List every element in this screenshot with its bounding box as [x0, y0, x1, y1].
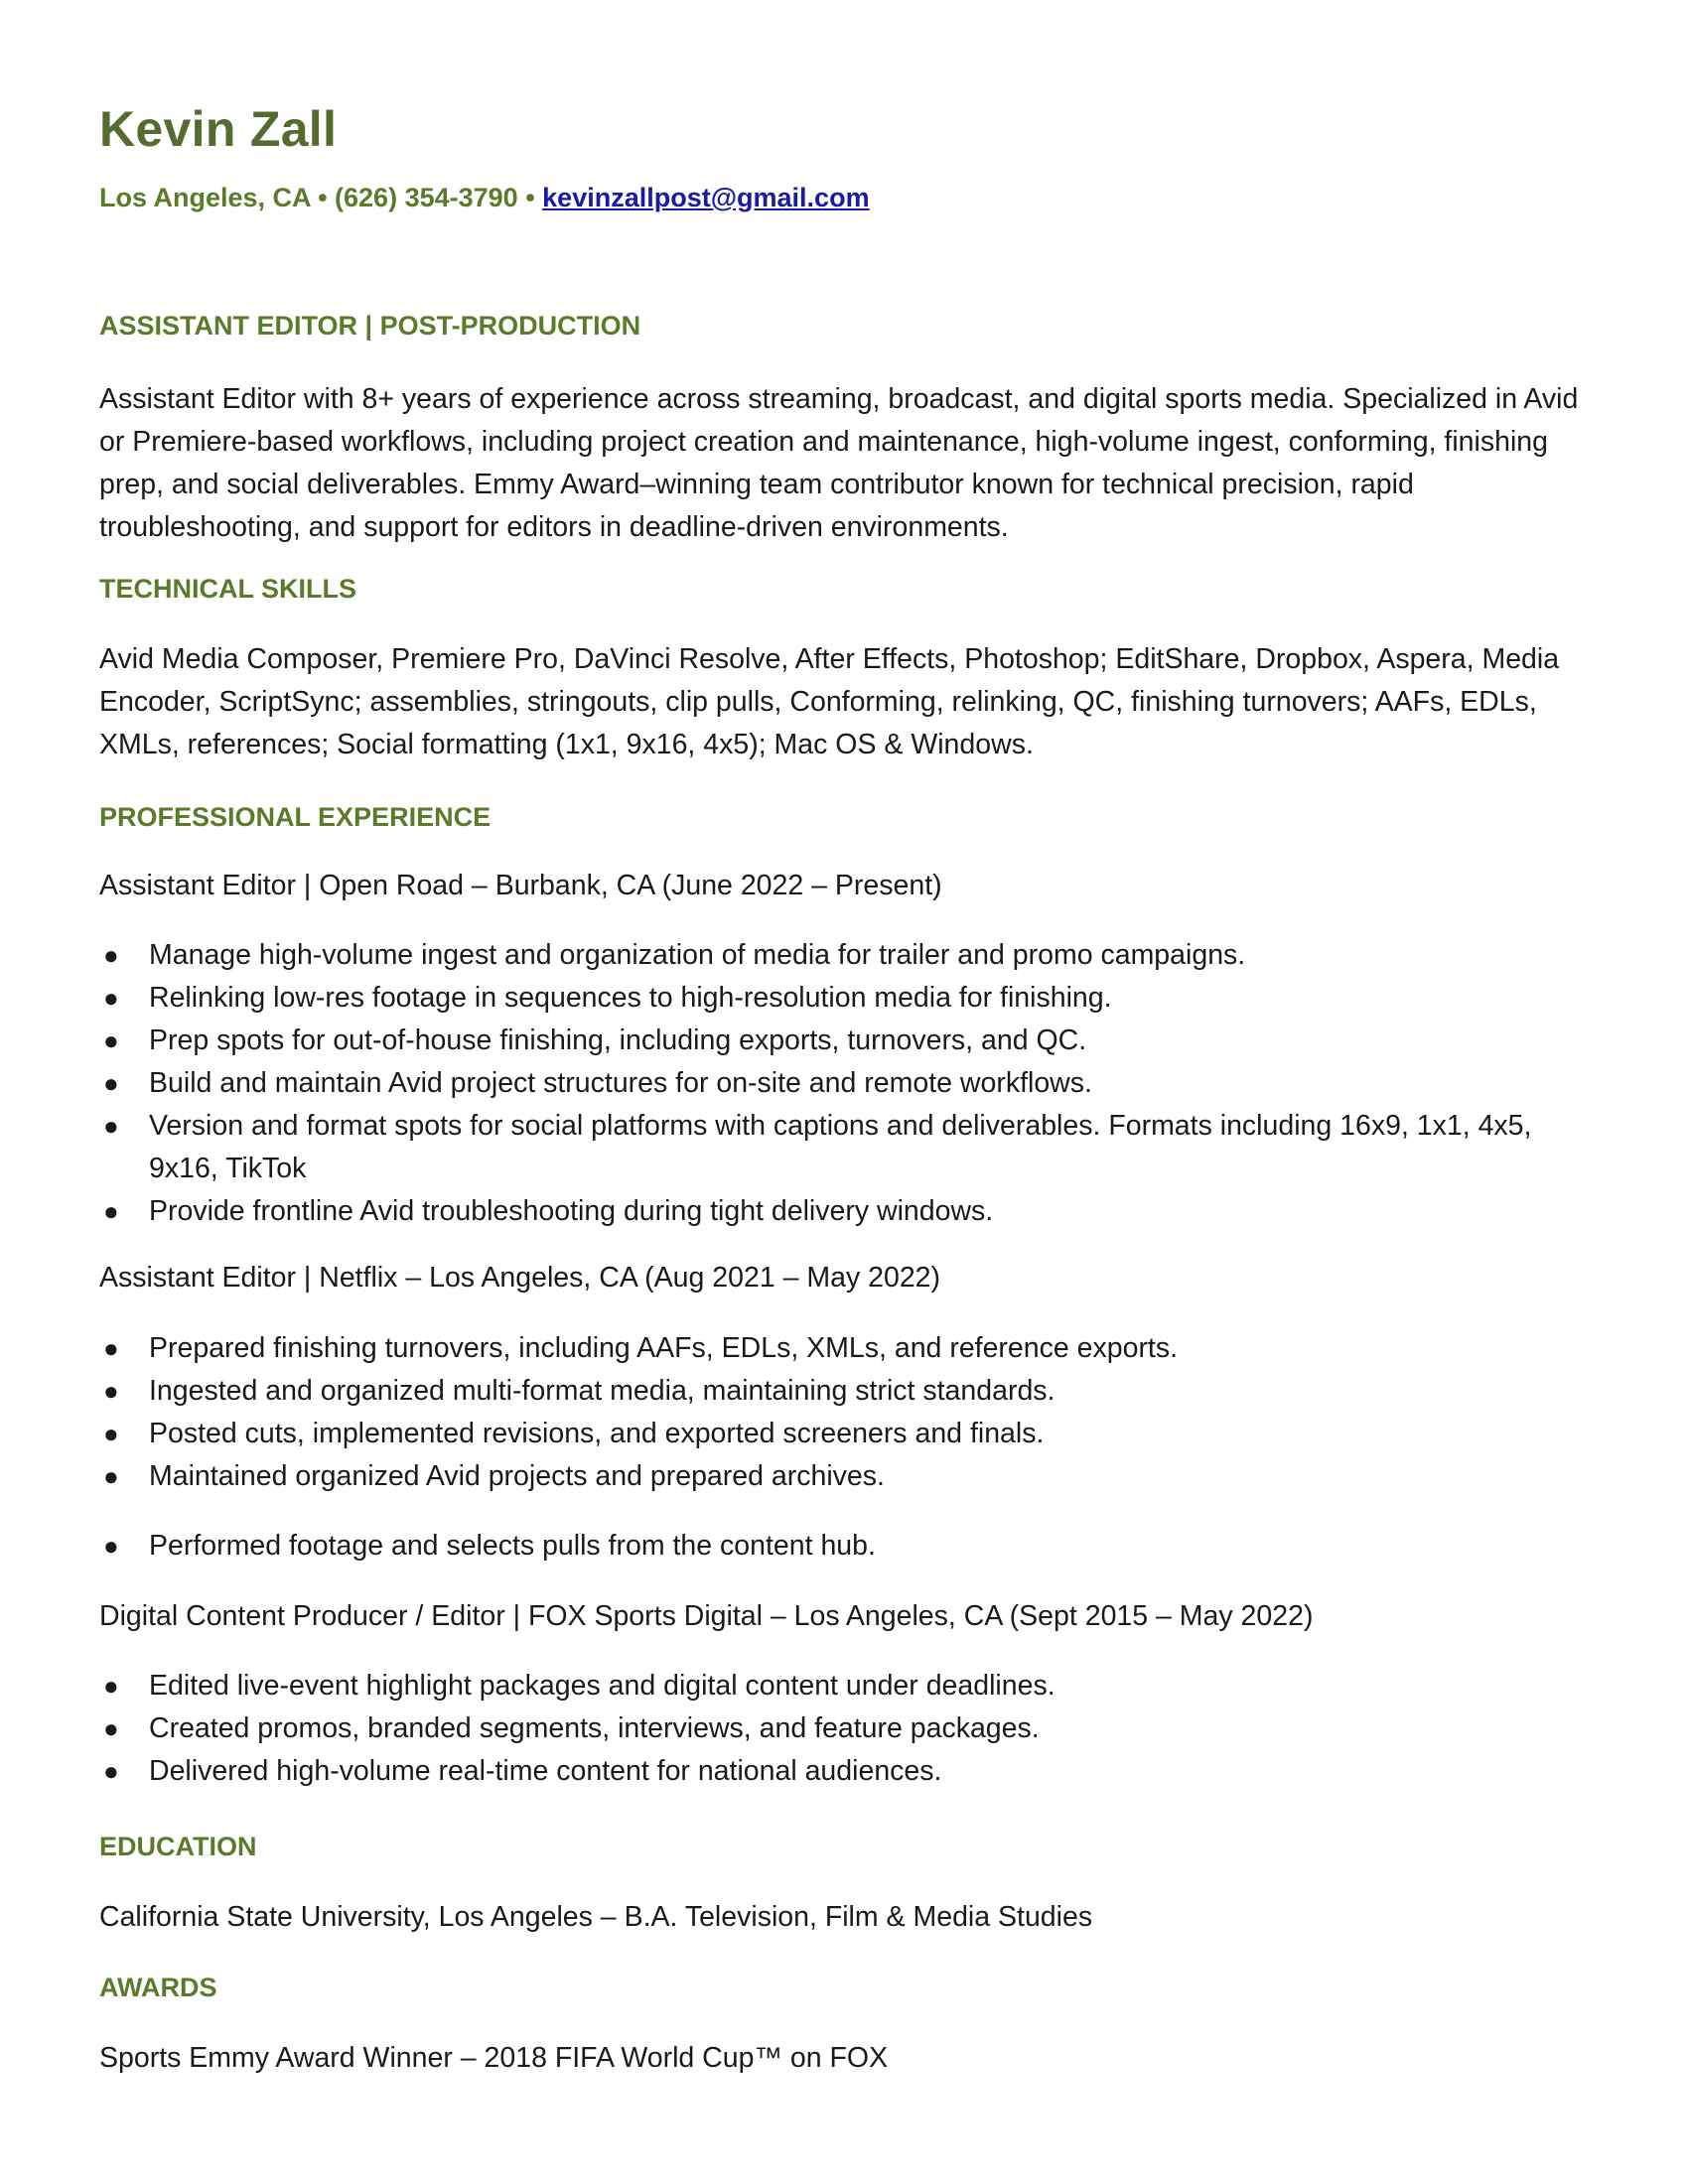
list-item: ● Manage high-volume ingest and organization of media for trailer and promo campaigns.	[99, 934, 1599, 977]
bullet-icon: ●	[103, 1068, 119, 1098]
candidate-name: Kevin Zall	[99, 101, 338, 157]
list-item: ● Edited live-event highlight packages and digital content under deadlines.	[99, 1665, 1599, 1707]
email-link[interactable]: kevinzallpost@gmail.com	[542, 183, 870, 212]
bullet-icon: ●	[103, 1196, 119, 1226]
bullet-icon: ●	[103, 1333, 119, 1363]
experience-heading: PROFESSIONAL EXPERIENCE	[99, 802, 492, 832]
skills-text: Avid Media Composer, Premiere Pro, DaVinci Resolve, After Effects, Photoshop; EditShare, Dropbox, Aspera, Media Encoder, ScriptSync; assemblies, stringouts, clip pulls, Conforming, relinking, QC, finishing turnovers; AAFs, EDLs, XMLs, references; Social formatting (1x1, 9x16, 4x5); Mac OS & Windows.	[99, 643, 1560, 760]
list-item: ● Maintained organized Avid projects and prepared archives.	[99, 1455, 1599, 1498]
skills-heading: TECHNICAL SKILLS	[99, 574, 357, 604]
bullet-icon: ●	[103, 1111, 119, 1141]
location: Los Angeles, CA	[99, 183, 311, 212]
awards-text: Sports Emmy Award Winner – 2018 FIFA World Cup™ on FOX	[99, 2042, 889, 2074]
job-bullets-fox-sports	[99, 1665, 1599, 1793]
education-heading: EDUCATION	[99, 1832, 257, 1861]
separator: •	[525, 183, 535, 212]
job-bullets-open-road	[99, 934, 1599, 1233]
awards-heading: AWARDS	[99, 1973, 217, 2002]
bullet-icon: ●	[103, 1025, 119, 1055]
phone: (626) 354-3790	[335, 183, 518, 212]
contact-line	[99, 182, 870, 213]
bullet-icon: ●	[103, 1461, 119, 1491]
list-item: ● Prep spots for out-of-house finishing, including exports, turnovers, and QC.	[99, 1020, 1599, 1062]
bullet-icon: ●	[103, 940, 119, 970]
list-item: ● Posted cuts, implemented revisions, and exported screeners and finals.	[99, 1413, 1599, 1455]
list-item: ● Created promos, branded segments, interviews, and feature packages.	[99, 1707, 1599, 1750]
bullet-icon: ●	[103, 1419, 119, 1448]
list-item: ● Provide frontline Avid troubleshooting during tight delivery windows.	[99, 1190, 1599, 1233]
bullet-icon: ●	[103, 1756, 119, 1786]
list-item: ● Performed footage and selects pulls from the content hub.	[99, 1525, 1599, 1568]
list-item: ● Ingested and organized multi-format media, maintaining strict standards.	[99, 1370, 1599, 1413]
job-title-netflix: Assistant Editor | Netflix – Los Angeles, CA (Aug 2021 – May 2022)	[99, 1262, 941, 1294]
list-item: ● Prepared finishing turnovers, including AAFs, EDLs, XMLs, and reference exports.	[99, 1327, 1599, 1370]
job-title-fox-sports: Digital Content Producer / Editor | FOX Sports Digital – Los Angeles, CA (Sept 2015 – May 2022)	[99, 1600, 1314, 1632]
bullet-icon: ●	[103, 1531, 119, 1561]
summary-text: Assistant Editor with 8+ years of experience across streaming, broadcast, and digital sports media. Specialized in Avid or Premiere-based workflows, including project creation and maintenance, high-volume ingest, conforming, finishing prep, and social deliverables. Emmy Award–winning team contributor known for technical precision, rapid troubleshooting, and support for editors in deadline-driven environments.	[99, 383, 1579, 543]
job-title-open-road: Assistant Editor | Open Road – Burbank, CA (June 2022 – Present)	[99, 870, 942, 901]
bullet-icon: ●	[103, 1671, 119, 1701]
education-text: California State University, Los Angeles – B.A. Television, Film & Media Studies	[99, 1901, 1093, 1933]
list-item: ● Relinking low-res footage in sequences to high-resolution media for finishing.	[99, 977, 1599, 1020]
list-item: ● Version and format spots for social platforms with captions and deliverables. Formats including 16x9, 1x1, 4x5, 9x16, TikTok	[99, 1105, 1599, 1190]
bullet-icon: ●	[103, 1376, 119, 1406]
summary-heading: ASSISTANT EDITOR | POST-PRODUCTION	[99, 311, 641, 341]
bullet-icon: ●	[103, 983, 119, 1013]
list-item: ● Build and maintain Avid project structures for on-site and remote workflows.	[99, 1062, 1599, 1105]
separator: •	[318, 183, 328, 212]
bullet-icon: ●	[103, 1713, 119, 1743]
list-item: ● Delivered high-volume real-time content for national audiences.	[99, 1750, 1599, 1793]
job-bullets-netflix	[99, 1327, 1599, 1568]
